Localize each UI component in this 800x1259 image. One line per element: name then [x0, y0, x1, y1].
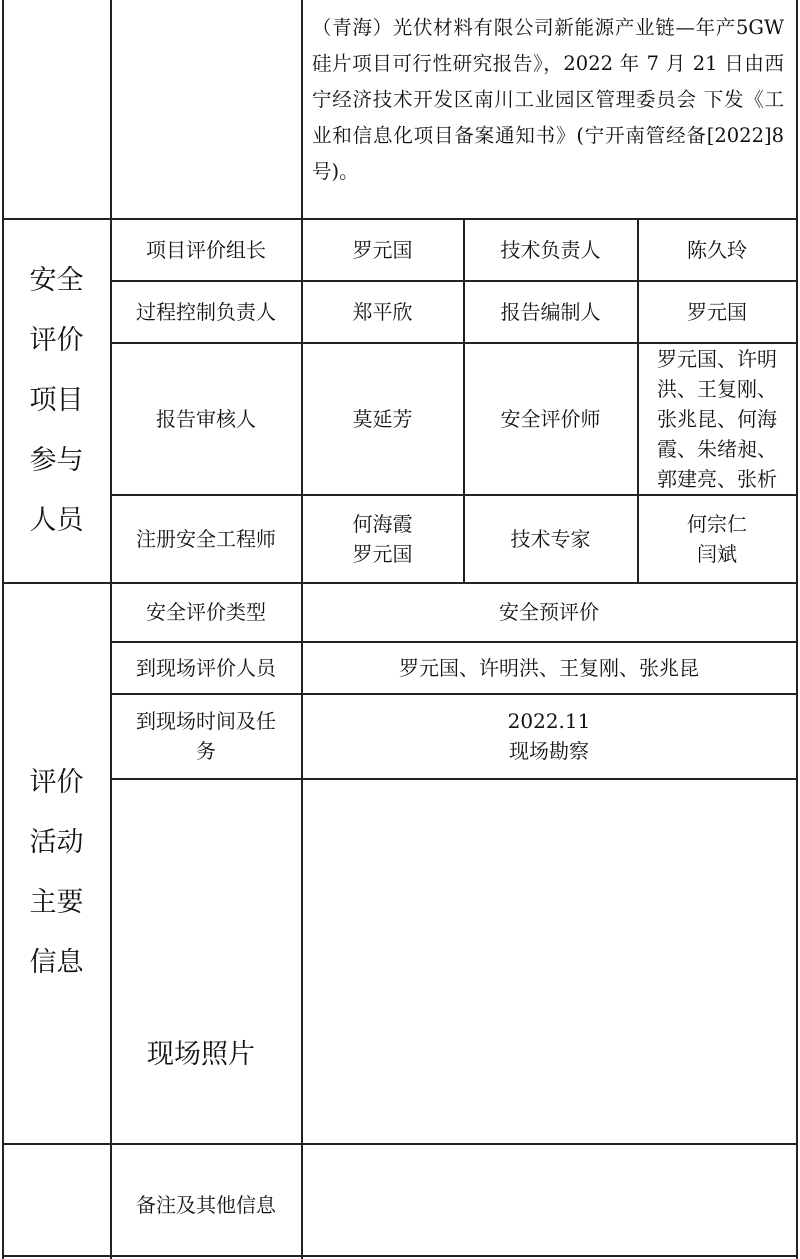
assessor-line: 罗元国、许明 [657, 346, 777, 371]
site-photo-area [302, 779, 796, 1143]
remarks-blank-cell [3, 1144, 110, 1255]
table-border-right [796, 0, 798, 1259]
activity-label-line: 活动 [29, 827, 84, 858]
site-photo-label: 现场照片 [147, 1039, 255, 1070]
onsite-time-label-line: 务 [196, 739, 216, 763]
report-author-label: 报告编制人 [500, 299, 601, 324]
assessor-line: 张兆昆、何海 [657, 406, 777, 431]
onsite-time-value-line: 现场勘察 [509, 739, 589, 763]
participants-label-line: 评价 [29, 324, 84, 356]
activity-label-line: 主要 [29, 887, 84, 918]
onsite-staff-label: 到现场评价人员 [136, 655, 276, 680]
participants-label-line: 安全 [29, 264, 84, 296]
assessment-type-label: 安全评价类型 [146, 600, 266, 624]
process-control-label: 过程控制负责人 [136, 299, 276, 324]
participants-label-line: 人员 [29, 504, 84, 536]
onsite-time-label-line: 到现场时间及任 [136, 709, 276, 733]
activity-label-line: 评价 [29, 767, 84, 798]
onsite-staff-value: 罗元国、许明洪、王复刚、张兆昆 [399, 655, 699, 680]
assessor-line: 洪、王复刚、 [657, 376, 777, 401]
technical-expert-label: 技术专家 [510, 526, 591, 551]
safety-assessor-value [638, 343, 796, 494]
process-control-value: 郑平欣 [352, 299, 413, 324]
assessment-type-value: 安全预评价 [499, 600, 599, 624]
onsite-time-value [302, 694, 796, 778]
registered-engineer-label: 注册安全工程师 [136, 526, 276, 551]
expert-line: 闫斌 [697, 541, 737, 566]
safety-assessor-label: 安全评价师 [500, 406, 601, 431]
report-author-value: 罗元国 [687, 299, 747, 324]
activity-label-line: 信息 [29, 947, 84, 978]
intro-text: （青海）光伏材料有限公司新能源产业链—年产5GW 硅片项目可行性研究报告》，2022 年 7 月 21 日由西宁经济技术开发区南川工业园区管理委员会 下发《工业和信息化项目备案通知书》(宁开南管经备[2022]8 号)。 [312, 16, 784, 183]
participants-label-line: 项目 [29, 384, 84, 416]
report-reviewer-label: 报告审核人 [156, 406, 256, 431]
remarks-value [302, 1144, 796, 1255]
expert-line: 何宗仁 [687, 511, 747, 536]
evaluation-leader-value: 罗元国 [352, 237, 413, 262]
remarks-label: 备注及其他信息 [136, 1192, 276, 1217]
engineer-line: 何海霞 [352, 511, 413, 536]
evaluation-leader-label: 项目评价组长 [146, 237, 266, 262]
technical-lead-value: 陈久玲 [687, 237, 747, 262]
assessor-line: 霞、朱绪昶、 [657, 436, 777, 461]
onsite-time-label [111, 694, 301, 778]
table-border-bottom [2, 1255, 797, 1257]
report-reviewer-value: 莫延芳 [352, 406, 413, 431]
participants-section-label [3, 219, 110, 582]
assessor-line: 郭建亮、张析 [657, 466, 777, 491]
participants-label-line: 参与 [29, 444, 84, 476]
registered-engineer-value [302, 495, 463, 582]
technical-expert-value [638, 495, 796, 582]
onsite-time-value-line: 2022.11 [507, 709, 591, 733]
activity-section-label [3, 583, 110, 1143]
engineer-line: 罗元国 [352, 541, 413, 566]
technical-lead-label: 技术负责人 [500, 237, 601, 262]
